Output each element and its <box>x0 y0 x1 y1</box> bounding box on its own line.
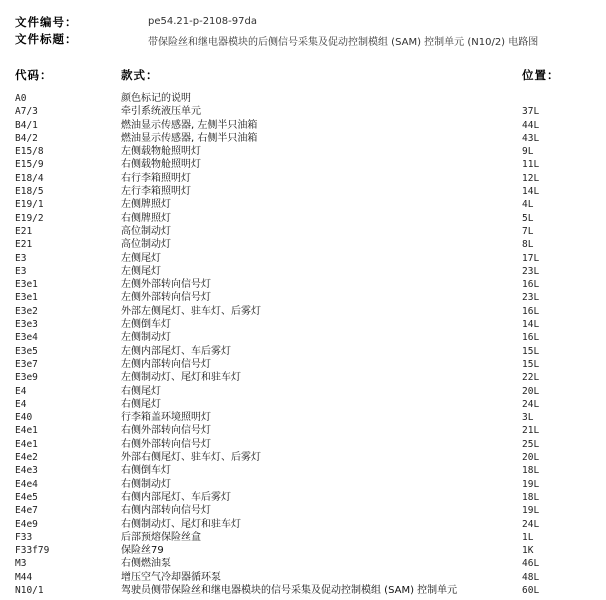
component-description: 右侧燃油泵 <box>121 558 171 570</box>
component-code: E4 <box>15 398 27 410</box>
component-location: 20L <box>522 385 540 397</box>
component-code: B4/2 <box>15 132 38 144</box>
component-location: 43L <box>522 132 540 144</box>
component-code: E15/8 <box>15 146 44 158</box>
list-item <box>0 464 606 477</box>
component-location: 9L <box>522 146 534 158</box>
component-code: E3e2 <box>15 305 38 317</box>
component-code: M44 <box>15 571 33 583</box>
component-description: 保险丝79 <box>121 545 164 557</box>
component-description: 左侧制动灯、尾灯和驻车灯 <box>121 372 241 384</box>
component-description: 右侧尾灯 <box>121 385 161 397</box>
component-description: 右侧外部转向信号灯 <box>121 438 211 450</box>
component-code: E18/5 <box>15 186 44 198</box>
component-location: 24L <box>522 398 540 410</box>
component-location: 60L <box>522 584 540 596</box>
component-description: 外部左侧尾灯、驻车灯、后雾灯 <box>121 305 261 317</box>
component-location: 48L <box>522 571 540 583</box>
component-description: 高位制动灯 <box>121 225 171 237</box>
component-description: 左侧内部尾灯、车后雾灯 <box>121 345 231 357</box>
list-item <box>0 318 606 331</box>
component-location: 3L <box>522 412 534 424</box>
component-location: 7L <box>522 225 534 237</box>
component-description: 右侧尾灯 <box>121 398 161 410</box>
component-location: 18L <box>522 465 540 477</box>
component-description: 驾驶员侧带保险丝和继电器模块的信号采集及促动控制模组 (SAM) 控制单元 <box>121 584 458 596</box>
component-location: 23L <box>522 292 540 304</box>
component-code: E19/2 <box>15 212 44 224</box>
list-item <box>0 132 606 145</box>
component-description: 右侧牌照灯 <box>121 212 171 224</box>
list-item <box>0 291 606 304</box>
component-location: 16L <box>522 332 540 344</box>
component-code: E15/9 <box>15 159 44 171</box>
component-location: 1K <box>522 545 534 557</box>
list-item <box>0 331 606 344</box>
list-item <box>0 92 606 105</box>
component-description: 右侧内部转向信号灯 <box>121 505 211 517</box>
component-location: 23L <box>522 265 540 277</box>
component-code: F33f79 <box>15 545 50 557</box>
list-item <box>0 385 606 398</box>
list-item <box>0 252 606 265</box>
list-item <box>0 119 606 132</box>
component-location: 44L <box>522 119 540 131</box>
list-item <box>0 305 606 318</box>
component-location: 14L <box>522 319 540 331</box>
component-code: E4e7 <box>15 505 38 517</box>
list-item <box>0 158 606 171</box>
component-description: 左侧制动灯 <box>121 332 171 344</box>
component-description: 左侧倒车灯 <box>121 319 171 331</box>
list-item <box>0 491 606 504</box>
list-item <box>0 212 606 225</box>
component-location: 24L <box>522 518 540 530</box>
component-code: E3e4 <box>15 332 38 344</box>
list-item <box>0 371 606 384</box>
list-item <box>0 531 606 544</box>
list-item <box>0 424 606 437</box>
list-item <box>0 185 606 198</box>
component-code: E4e4 <box>15 478 38 490</box>
component-description: 左侧牌照灯 <box>121 199 171 211</box>
component-description: 左行李箱照明灯 <box>121 186 191 198</box>
component-description: 右侧制动灯 <box>121 478 171 490</box>
component-location: 11L <box>522 159 540 171</box>
component-location: 19L <box>522 478 540 490</box>
component-location: 1L <box>522 531 534 543</box>
component-description: 左侧外部转向信号灯 <box>121 279 211 291</box>
component-description: 增压空气冷却器循环泵 <box>121 571 221 583</box>
list-item <box>0 358 606 371</box>
component-code: E3e9 <box>15 372 38 384</box>
list-item <box>0 571 606 584</box>
doc-number-label: 文件编号： <box>15 15 78 29</box>
component-location: 46L <box>522 558 540 570</box>
component-location: 25L <box>522 438 540 450</box>
component-code: F33 <box>15 531 33 543</box>
component-list <box>0 92 606 597</box>
list-item <box>0 278 606 291</box>
component-description: 右侧内部尾灯、车后雾灯 <box>121 491 231 503</box>
component-description: 后部预熔保险丝盒 <box>121 531 201 543</box>
component-code: E3e7 <box>15 358 38 370</box>
component-code: B4/1 <box>15 119 38 131</box>
component-code: N10/1 <box>15 584 44 596</box>
component-location: 17L <box>522 252 540 264</box>
component-code: E3e5 <box>15 345 38 357</box>
component-description: 外部右侧尾灯、驻车灯、后雾灯 <box>121 452 261 464</box>
component-description: 燃油显示传感器, 左侧半只油箱 <box>121 119 258 131</box>
list-item <box>0 451 606 464</box>
list-item <box>0 557 606 570</box>
component-code: E19/1 <box>15 199 44 211</box>
column-header-description: 款式： <box>121 68 159 82</box>
component-description: 行李箱盖环境照明灯 <box>121 412 211 424</box>
component-code: E40 <box>15 412 33 424</box>
list-item <box>0 198 606 211</box>
list-item <box>0 518 606 531</box>
list-item <box>0 265 606 278</box>
component-code: E21 <box>15 225 33 237</box>
column-header-code: 代码： <box>15 68 53 82</box>
component-location: 20L <box>522 452 540 464</box>
doc-number-value: pe54.21-p-2108-97da <box>148 16 257 27</box>
component-code: E3e3 <box>15 319 38 331</box>
component-description: 左侧尾灯 <box>121 252 161 264</box>
list-item <box>0 345 606 358</box>
component-location: 5L <box>522 212 534 224</box>
component-code: E3e1 <box>15 279 38 291</box>
component-code: E3e1 <box>15 292 38 304</box>
column-header-location: 位置： <box>522 68 560 82</box>
component-code: A0 <box>15 93 27 104</box>
component-code: E4e2 <box>15 452 38 464</box>
component-code: E3 <box>15 252 27 264</box>
component-location: 14L <box>522 186 540 198</box>
list-item <box>0 105 606 118</box>
component-description: 牵引系统液压单元 <box>121 106 201 118</box>
component-code: E4e9 <box>15 518 38 530</box>
component-location: 15L <box>522 358 540 370</box>
component-location: 18L <box>522 491 540 503</box>
component-location: 8L <box>522 239 534 251</box>
component-code: E4e3 <box>15 465 38 477</box>
list-item <box>0 478 606 491</box>
component-code: E3 <box>15 265 27 277</box>
component-description: 颜色标记的说明 <box>121 93 191 104</box>
list-item <box>0 504 606 517</box>
component-description: 右行李箱照明灯 <box>121 172 191 184</box>
component-description: 燃油显示传感器, 右侧半只油箱 <box>121 132 258 144</box>
component-code: M3 <box>15 558 27 570</box>
list-item <box>0 225 606 238</box>
component-location: 16L <box>522 279 540 291</box>
list-item <box>0 411 606 424</box>
component-location: 22L <box>522 372 540 384</box>
component-code: A7/3 <box>15 106 38 118</box>
component-code: E4e1 <box>15 425 38 437</box>
component-description: 高位制动灯 <box>121 239 171 251</box>
component-code: E4e5 <box>15 491 38 503</box>
component-location: 19L <box>522 505 540 517</box>
list-item <box>0 544 606 557</box>
component-description: 右侧外部转向信号灯 <box>121 425 211 437</box>
component-location: 15L <box>522 345 540 357</box>
list-item <box>0 438 606 451</box>
component-code: E18/4 <box>15 172 44 184</box>
component-location: 12L <box>522 172 540 184</box>
doc-title-label: 文件标题： <box>15 32 78 46</box>
component-location: 16L <box>522 305 540 317</box>
component-description: 左侧尾灯 <box>121 265 161 277</box>
component-description: 左侧载物舱照明灯 <box>121 146 201 158</box>
component-code: E4 <box>15 385 27 397</box>
list-item <box>0 584 606 597</box>
component-description: 左侧内部转向信号灯 <box>121 358 211 370</box>
component-description: 右侧载物舱照明灯 <box>121 159 201 171</box>
doc-title-value: 带保险丝和继电器模块的后侧信号采集及促动控制模组 (SAM) 控制单元 (N10/2) 电路图 <box>148 37 539 48</box>
component-location: 4L <box>522 199 534 211</box>
component-code: E21 <box>15 239 33 251</box>
list-item <box>0 238 606 251</box>
list-item <box>0 145 606 158</box>
component-code: E4e1 <box>15 438 38 450</box>
component-description: 右侧制动灯、尾灯和驻车灯 <box>121 518 241 530</box>
component-location: 37L <box>522 106 540 118</box>
component-description: 左侧外部转向信号灯 <box>121 292 211 304</box>
component-location: 21L <box>522 425 540 437</box>
component-description: 右侧倒车灯 <box>121 465 171 477</box>
list-item <box>0 172 606 185</box>
list-item <box>0 398 606 411</box>
